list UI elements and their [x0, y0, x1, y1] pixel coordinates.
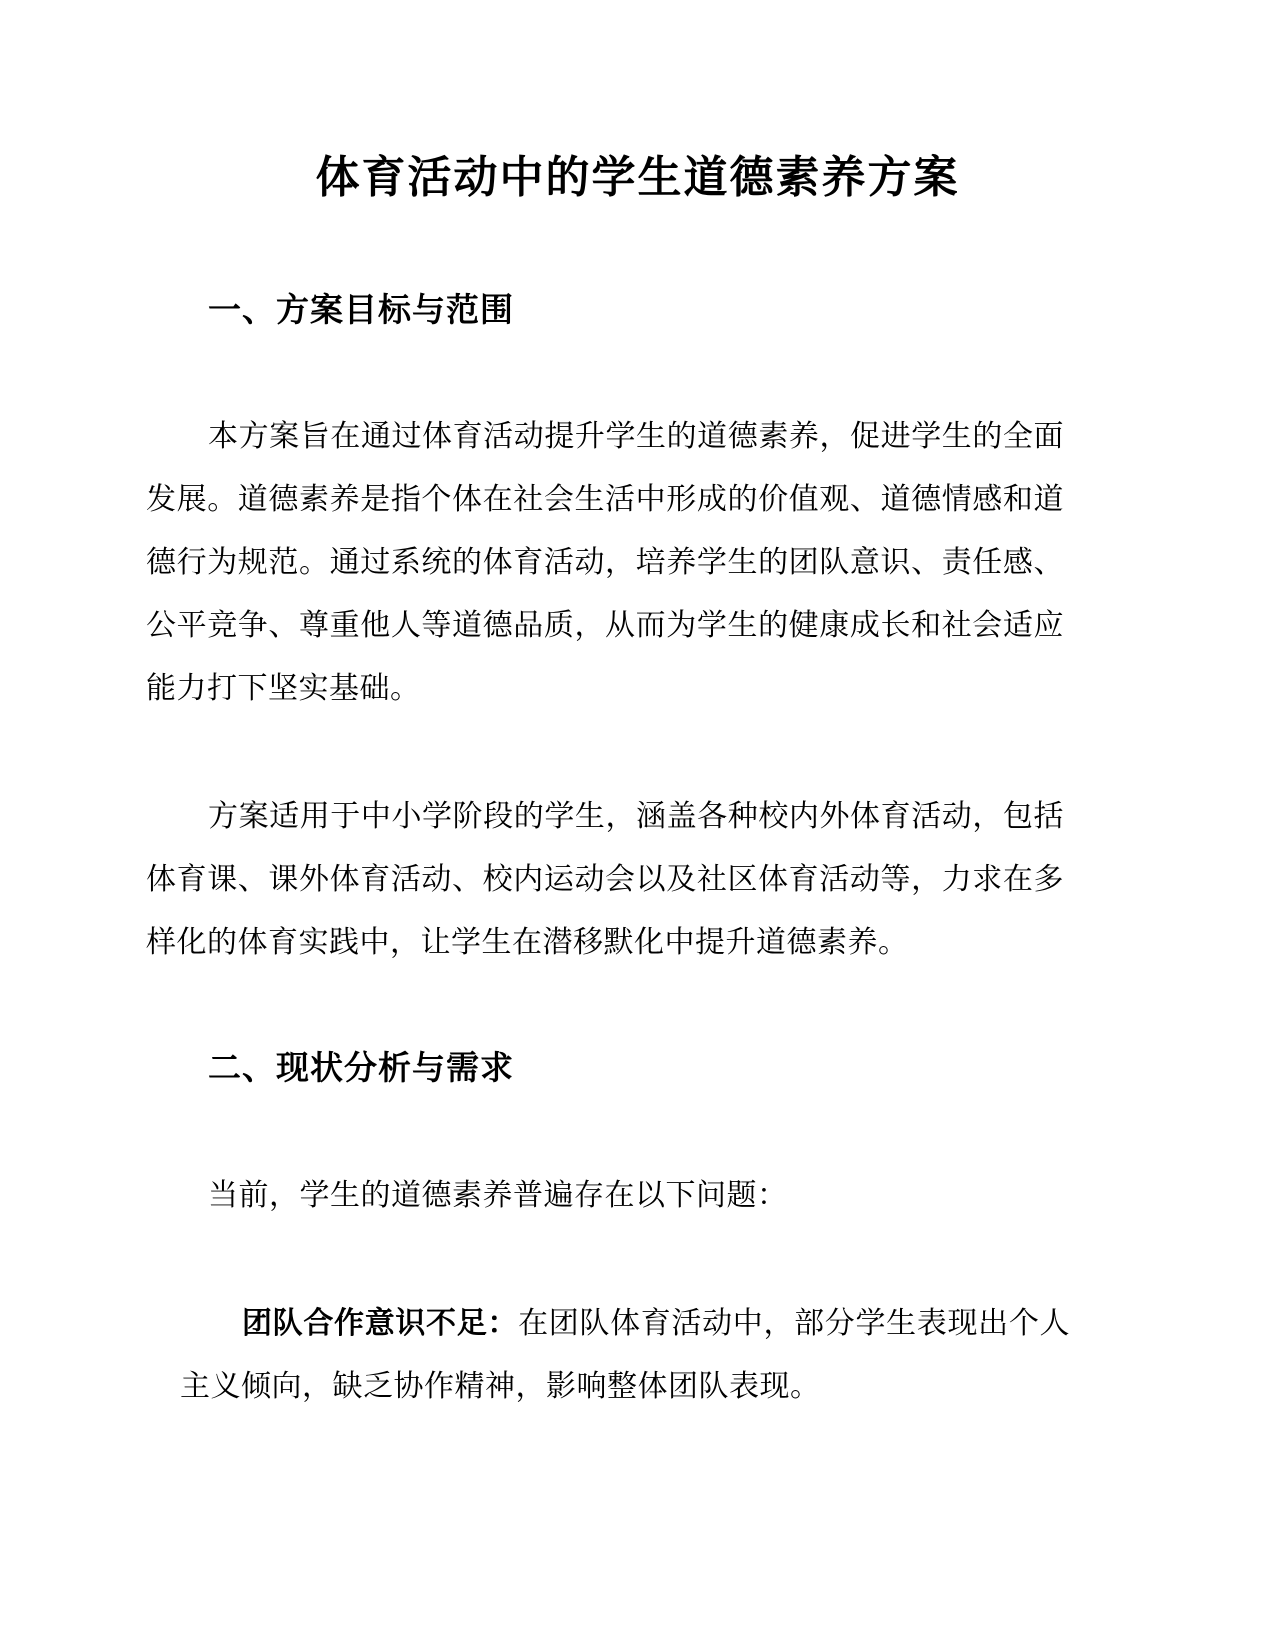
paragraph-status-intro: 当前，学生的道德素养普遍存在以下问题：: [208, 1178, 788, 1213]
document-title: 体育活动中的学生道德素养方案: [315, 152, 960, 203]
paragraph-scope: 方案适用于中小学阶段的学生，涵盖各种校内外体育活动，包括体育课、课外体育活动、校内运动会以及社区体育活动等，力求在多样化的体育实践中，让学生在潜移默化中提升道德素养。: [146, 799, 1064, 960]
issue-label: 团队合作意识不足：: [242, 1306, 519, 1341]
section-heading-goals-scope: 一、方案目标与范围: [208, 290, 514, 329]
paragraph-goals: 本方案旨在通过体育活动提升学生的道德素养，促进学生的全面发展。道德素养是指个体在社会生活中形成的价值观、道德情感和道德行为规范。通过系统的体育活动，培养学生的团队意识、责任感、公平竞争、尊重他人等道德品质，从而为学生的健康成长和社会适应能力打下坚实基础。: [146, 419, 1064, 706]
issue-item-teamwork: [180, 1292, 1070, 1418]
section-heading-status-needs: 二、现状分析与需求: [208, 1048, 514, 1087]
issue-text: 在团队体育活动中，部分学生表现出个人主义倾向，缺乏协作精神，影响整体团队表现。: [180, 1306, 1071, 1404]
